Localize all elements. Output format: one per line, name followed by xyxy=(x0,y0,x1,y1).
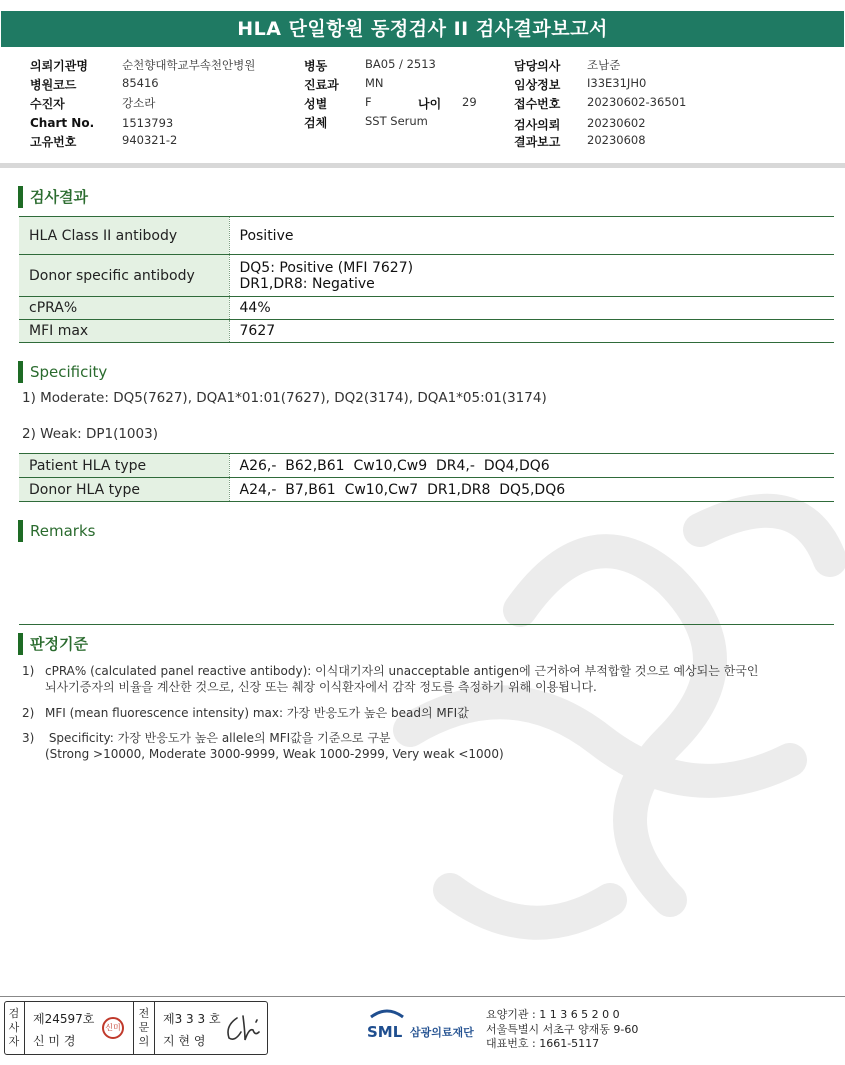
info-label: 고유번호 xyxy=(30,135,77,149)
row-label: Donor HLA type xyxy=(19,478,229,502)
tester-name: 신 미 경 xyxy=(33,1034,76,1048)
row-label: cPRA% xyxy=(19,297,229,320)
sml-logo-icon xyxy=(365,1007,409,1047)
role-char: 의 xyxy=(138,1035,150,1048)
specificity-heading: Specificity xyxy=(18,361,107,383)
info-value: SST Serum xyxy=(365,114,428,128)
criteria-item xyxy=(22,663,758,695)
age-label: 나이 xyxy=(418,97,442,111)
info-value: 순천향대학교부속천안병원 xyxy=(122,58,256,72)
criteria-text-cont: (Strong >10000, Moderate 3000-9999, Weak 1000-2999, Very weak <1000) xyxy=(45,747,504,761)
info-label: 접수번호 xyxy=(514,97,561,111)
table-row xyxy=(19,255,834,297)
row-value: A26,- B62,B61 Cw10,Cw9 DR4,- DQ4,DQ6 xyxy=(229,454,834,478)
hla-type-table xyxy=(19,453,834,502)
org-line: 대표번호 : 1661-5117 xyxy=(486,1037,600,1050)
row-value: 7627 xyxy=(229,320,834,343)
info-value: 20230608 xyxy=(587,133,646,147)
info-value: 20230602 xyxy=(587,116,646,130)
criteria-text: cPRA% (calculated panel reactive antibody): 이식대기자의 unacceptable antigen에 근거하여 부적합할 것으로 예상되는 한국인 xyxy=(45,664,759,678)
report-title: HLA 단일항원 동정검사 II 검사결과보고서 xyxy=(1,11,844,47)
criteria-num: 2) xyxy=(22,706,35,720)
info-value: 조남준 xyxy=(587,58,621,72)
info-label: 검사의뢰 xyxy=(514,118,561,132)
row-value: A24,- B7,B61 Cw10,Cw7 DR1,DR8 DQ5,DQ6 xyxy=(229,478,834,502)
criteria-item xyxy=(22,730,504,762)
info-value: I33E31JH0 xyxy=(587,76,647,90)
row-value: Positive xyxy=(229,217,834,255)
info-label: 병원코드 xyxy=(30,78,77,92)
role-char: 자 xyxy=(8,1035,20,1048)
tester-role-col xyxy=(5,1002,25,1054)
criteria-item xyxy=(22,705,469,721)
specialist-name: 지 현 영 xyxy=(163,1034,206,1048)
tester-license: 제24597호 xyxy=(33,1012,95,1026)
row-label: Donor specific antibody xyxy=(19,255,229,297)
criteria-text-cont: 뇌사기증자의 비율을 계산한 것으로, 신장 또는 췌장 이식환자에서 감작 정도를 측정하기 위해 이용됩니다. xyxy=(45,680,597,694)
results-heading: 검사결과 xyxy=(18,186,88,208)
info-value: F xyxy=(365,95,372,109)
table-row xyxy=(19,217,834,255)
info-label: 결과보고 xyxy=(514,135,561,149)
info-label: 의뢰기관명 xyxy=(30,59,88,73)
table-row xyxy=(19,478,834,502)
dsa-line-2: DR1,DR8: Negative xyxy=(239,275,375,292)
org-name: 삼광의료재단 xyxy=(410,1026,474,1039)
info-value: 940321-2 xyxy=(122,133,178,147)
row-value: 44% xyxy=(229,297,834,320)
criteria-divider xyxy=(19,624,834,625)
table-row xyxy=(19,297,834,320)
age-value: 29 xyxy=(462,95,477,109)
info-label: 검체 xyxy=(304,116,328,130)
info-value: 1513793 xyxy=(122,116,174,130)
row-label: Patient HLA type xyxy=(19,454,229,478)
sml-logo-text: SML xyxy=(367,1023,403,1041)
specificity-weak: 2) Weak: DP1(1003) xyxy=(22,426,158,442)
row-label: MFI max xyxy=(19,320,229,343)
info-value: 강소라 xyxy=(122,96,156,110)
info-label: 병동 xyxy=(304,59,328,73)
info-label: 담당의사 xyxy=(514,59,561,73)
info-value: MN xyxy=(365,76,384,90)
patient-info-block xyxy=(30,55,830,155)
table-row xyxy=(19,320,834,343)
org-line: 서울특별시 서초구 양재동 9-60 xyxy=(486,1022,639,1036)
org-info xyxy=(486,1008,638,1052)
info-label: 진료과 xyxy=(304,78,339,92)
dsa-line-1: DQ5: Positive (MFI 7627) xyxy=(239,259,414,276)
results-table xyxy=(19,216,834,343)
header-divider xyxy=(0,163,845,168)
criteria-num: 1) xyxy=(22,664,35,678)
info-value: 85416 xyxy=(122,76,159,90)
specificity-moderate: 1) Moderate: DQ5(7627), DQA1*01:01(7627), DQ2(3174), DQA1*05:01(3174) xyxy=(22,390,547,406)
org-line: 요양기관 : 1 1 3 6 5 2 0 0 xyxy=(486,1008,620,1021)
criteria-text: MFI (mean fluorescence intensity) max: 가장 반응도가 높은 bead의 MFI값 xyxy=(45,706,469,720)
info-label: 임상정보 xyxy=(514,78,561,92)
specialist-license: 제3 3 3 호 xyxy=(163,1012,221,1026)
info-label: 성별 xyxy=(304,97,328,111)
info-value: BA05 / 2513 xyxy=(365,57,436,71)
remarks-heading: Remarks xyxy=(18,520,95,542)
role-char: 검 xyxy=(8,1007,20,1020)
table-row xyxy=(19,454,834,478)
row-value xyxy=(229,255,834,297)
role-char: 사 xyxy=(8,1021,20,1034)
info-value: 20230602-36501 xyxy=(587,95,687,109)
footer-divider xyxy=(0,996,845,997)
criteria-num: 3) xyxy=(22,731,35,745)
row-label: HLA Class II antibody xyxy=(19,217,229,255)
specialist-signature-icon xyxy=(223,1012,263,1046)
tester-seal: 신미 xyxy=(102,1017,124,1039)
specialist-role-col xyxy=(134,1002,155,1054)
criteria-heading: 판정기준 xyxy=(18,633,88,655)
criteria-text: Specificity: 가장 반응도가 높은 allele의 MFI값을 기준으로 구분 xyxy=(45,731,391,745)
info-label: 수진자 xyxy=(30,97,65,111)
info-label: Chart No. xyxy=(30,116,95,130)
role-char: 전 xyxy=(138,1007,150,1020)
signature-box xyxy=(4,1001,268,1055)
role-char: 문 xyxy=(138,1021,150,1034)
